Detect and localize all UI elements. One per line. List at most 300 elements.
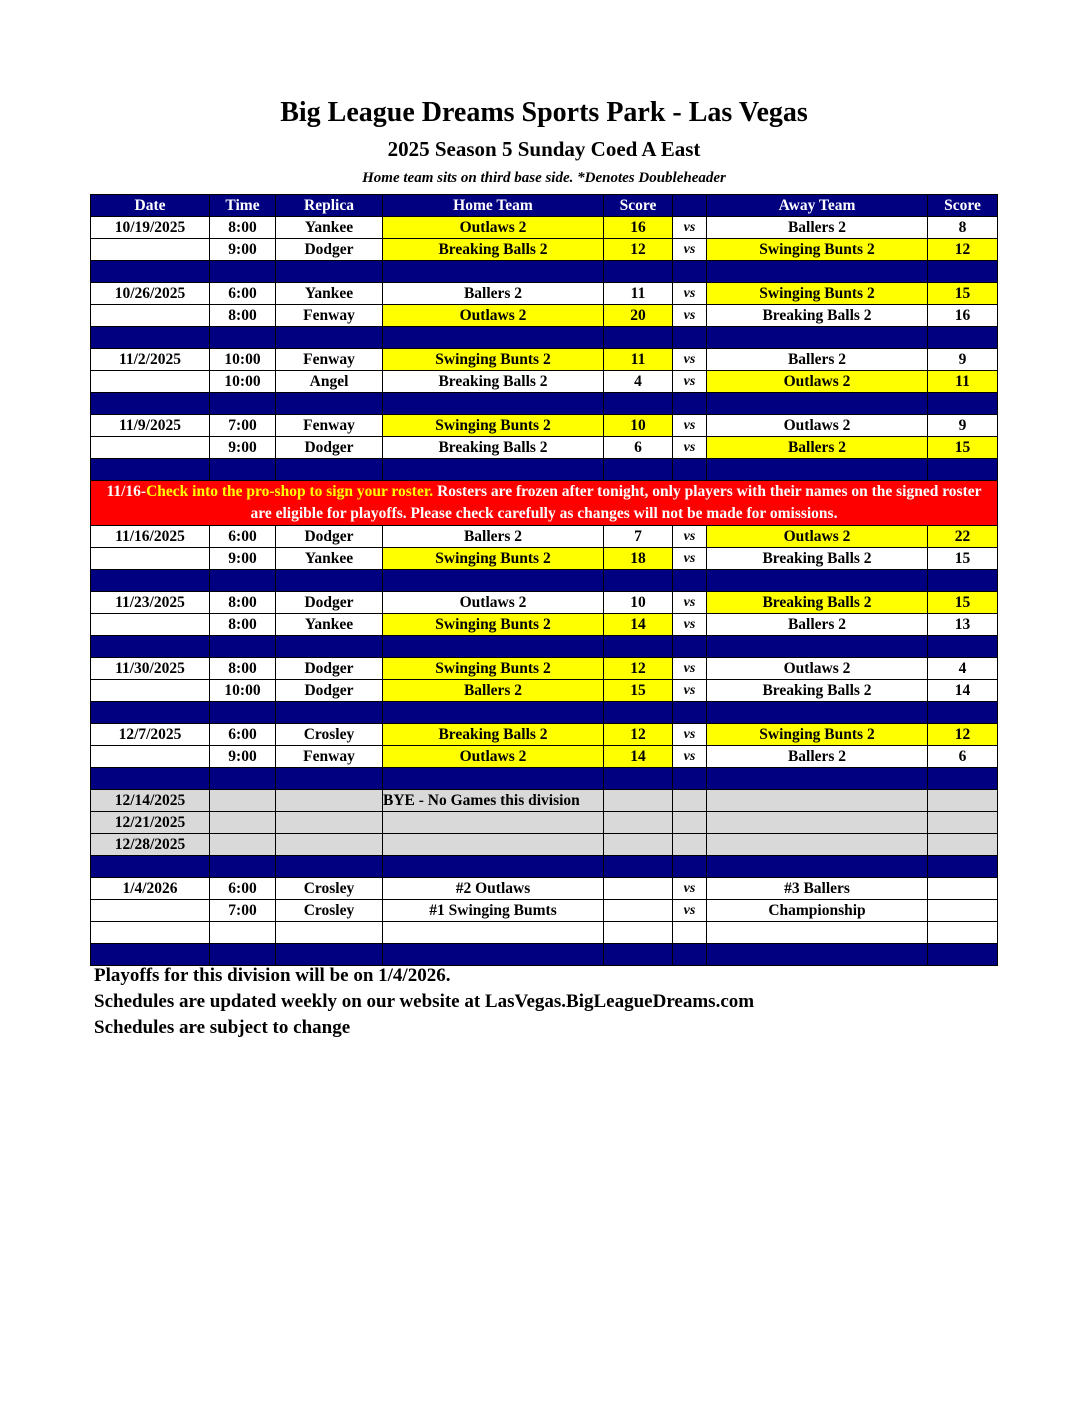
home-score: 11 xyxy=(604,283,673,305)
game-replica: Yankee xyxy=(276,283,383,305)
game-row xyxy=(91,592,998,614)
away-score xyxy=(928,834,998,856)
vs-label: vs xyxy=(673,878,707,900)
home-score: 12 xyxy=(604,658,673,680)
vs-label: vs xyxy=(673,239,707,261)
separator-cell xyxy=(604,570,673,592)
away-team: Swinging Bunts 2 xyxy=(707,239,928,261)
separator-cell xyxy=(91,393,210,415)
game-time: 8:00 xyxy=(210,614,276,636)
home-team: Swinging Bunts 2 xyxy=(383,548,604,570)
separator-cell xyxy=(210,570,276,592)
page-title: Big League Dreams Sports Park - Las Vegas xyxy=(280,97,808,128)
game-row xyxy=(91,371,998,393)
vs-label xyxy=(673,790,707,812)
separator-cell xyxy=(91,261,210,283)
game-time: 7:00 xyxy=(210,415,276,437)
separator-cell xyxy=(210,702,276,724)
separator-cell xyxy=(276,327,383,349)
separator-cell xyxy=(707,261,928,283)
game-time xyxy=(210,790,276,812)
vs-label: vs xyxy=(673,746,707,768)
home-score: 15 xyxy=(604,680,673,702)
game-time: 9:00 xyxy=(210,437,276,459)
game-time xyxy=(210,812,276,834)
game-date xyxy=(91,437,210,459)
vs-label: vs xyxy=(673,900,707,922)
empty-cell xyxy=(707,922,928,944)
game-date xyxy=(91,371,210,393)
separator-cell xyxy=(383,768,604,790)
separator-cell xyxy=(707,944,928,966)
home-score xyxy=(604,900,673,922)
game-date: 12/14/2025 xyxy=(91,790,210,812)
separator-cell xyxy=(276,636,383,658)
home-team: Outlaws 2 xyxy=(383,305,604,327)
table-header-row xyxy=(91,195,998,217)
game-row xyxy=(91,349,998,371)
roster-notice xyxy=(91,481,998,526)
home-score xyxy=(604,812,673,834)
away-team: Ballers 2 xyxy=(707,746,928,768)
game-date: 12/21/2025 xyxy=(91,812,210,834)
separator-cell xyxy=(928,393,998,415)
away-team xyxy=(707,834,928,856)
game-replica: Yankee xyxy=(276,614,383,636)
away-score xyxy=(928,812,998,834)
away-score xyxy=(928,790,998,812)
home-team: Swinging Bunts 2 xyxy=(383,658,604,680)
home-team: Breaking Balls 2 xyxy=(383,724,604,746)
away-team: Ballers 2 xyxy=(707,437,928,459)
separator-cell xyxy=(91,702,210,724)
header-away-score: Score xyxy=(928,195,998,217)
separator-cell xyxy=(707,636,928,658)
game-date xyxy=(91,548,210,570)
away-score: 22 xyxy=(928,526,998,548)
home-team: Outlaws 2 xyxy=(383,592,604,614)
home-team: Outlaws 2 xyxy=(383,217,604,239)
separator-cell xyxy=(91,459,210,481)
home-team: Breaking Balls 2 xyxy=(383,371,604,393)
game-replica: Crosley xyxy=(276,724,383,746)
home-team: Breaking Balls 2 xyxy=(383,239,604,261)
separator-cell xyxy=(604,261,673,283)
separator-cell xyxy=(604,944,673,966)
separator-cell xyxy=(91,570,210,592)
away-score: 9 xyxy=(928,415,998,437)
separator-cell xyxy=(383,944,604,966)
game-replica xyxy=(276,812,383,834)
game-replica: Crosley xyxy=(276,900,383,922)
game-date xyxy=(91,900,210,922)
game-time: 9:00 xyxy=(210,548,276,570)
separator-cell xyxy=(673,636,707,658)
separator-cell xyxy=(707,702,928,724)
game-replica: Dodger xyxy=(276,437,383,459)
vs-label xyxy=(673,812,707,834)
separator-cell xyxy=(604,768,673,790)
game-replica: Angel xyxy=(276,371,383,393)
away-team: Ballers 2 xyxy=(707,217,928,239)
week-separator-row xyxy=(91,636,998,658)
home-team: #1 Swinging Bumts xyxy=(383,900,604,922)
away-team: Ballers 2 xyxy=(707,614,928,636)
game-replica: Dodger xyxy=(276,680,383,702)
away-score: 11 xyxy=(928,371,998,393)
separator-cell xyxy=(928,702,998,724)
home-score: 20 xyxy=(604,305,673,327)
empty-cell xyxy=(928,922,998,944)
week-separator-row xyxy=(91,702,998,724)
away-team: Breaking Balls 2 xyxy=(707,680,928,702)
footer-website-note: Schedules are updated weekly on our website at LasVegas.BigLeagueDreams.com xyxy=(94,991,755,1012)
footer-change-note: Schedules are subject to change xyxy=(94,1017,351,1038)
separator-cell xyxy=(928,459,998,481)
game-date xyxy=(91,614,210,636)
away-score: 15 xyxy=(928,283,998,305)
away-score: 8 xyxy=(928,217,998,239)
separator-cell xyxy=(210,636,276,658)
away-score: 15 xyxy=(928,592,998,614)
away-team: Breaking Balls 2 xyxy=(707,305,928,327)
game-time: 6:00 xyxy=(210,526,276,548)
separator-cell xyxy=(276,570,383,592)
home-score: 12 xyxy=(604,239,673,261)
separator-cell xyxy=(383,856,604,878)
separator-cell xyxy=(604,636,673,658)
game-row xyxy=(91,415,998,437)
game-time: 8:00 xyxy=(210,592,276,614)
game-row xyxy=(91,680,998,702)
bye-row xyxy=(91,790,998,812)
separator-cell xyxy=(928,327,998,349)
separator-cell xyxy=(928,261,998,283)
game-row xyxy=(91,614,998,636)
home-score: 12 xyxy=(604,724,673,746)
away-score: 14 xyxy=(928,680,998,702)
game-replica: Fenway xyxy=(276,746,383,768)
game-time: 10:00 xyxy=(210,680,276,702)
away-team: Swinging Bunts 2 xyxy=(707,283,928,305)
empty-cell xyxy=(276,922,383,944)
game-time: 8:00 xyxy=(210,217,276,239)
game-row xyxy=(91,283,998,305)
separator-cell xyxy=(673,327,707,349)
away-team: Championship xyxy=(707,900,928,922)
game-time: 6:00 xyxy=(210,724,276,746)
game-row xyxy=(91,878,998,900)
home-score: 16 xyxy=(604,217,673,239)
away-team xyxy=(707,790,928,812)
game-row xyxy=(91,217,998,239)
home-team: #2 Outlaws xyxy=(383,878,604,900)
separator-cell xyxy=(276,702,383,724)
empty-cell xyxy=(604,922,673,944)
week-separator-row xyxy=(91,459,998,481)
header-home-team: Home Team xyxy=(383,195,604,217)
away-team: Outlaws 2 xyxy=(707,526,928,548)
game-replica: Fenway xyxy=(276,349,383,371)
home-score: 6 xyxy=(604,437,673,459)
home-score xyxy=(604,790,673,812)
vs-label: vs xyxy=(673,305,707,327)
away-team: Outlaws 2 xyxy=(707,415,928,437)
home-team: Outlaws 2 xyxy=(383,746,604,768)
home-team: Breaking Balls 2 xyxy=(383,437,604,459)
separator-cell xyxy=(707,856,928,878)
separator-cell xyxy=(673,459,707,481)
separator-cell xyxy=(91,327,210,349)
vs-label: vs xyxy=(673,592,707,614)
empty-cell xyxy=(383,922,604,944)
bye-label xyxy=(383,834,604,856)
game-date: 11/2/2025 xyxy=(91,349,210,371)
separator-cell xyxy=(276,393,383,415)
away-score: 12 xyxy=(928,724,998,746)
notice-highlight: Check into the pro-shop to sign your roster. xyxy=(146,483,434,500)
game-time xyxy=(210,834,276,856)
vs-label: vs xyxy=(673,614,707,636)
game-replica: Dodger xyxy=(276,239,383,261)
separator-cell xyxy=(673,768,707,790)
home-score: 10 xyxy=(604,415,673,437)
game-date: 11/16/2025 xyxy=(91,526,210,548)
week-separator-row xyxy=(91,393,998,415)
header-home-score: Score xyxy=(604,195,673,217)
separator-cell xyxy=(383,261,604,283)
game-date: 11/9/2025 xyxy=(91,415,210,437)
separator-cell xyxy=(210,261,276,283)
home-team: Swinging Bunts 2 xyxy=(383,415,604,437)
empty-row xyxy=(91,922,998,944)
home-score xyxy=(604,878,673,900)
away-score: 13 xyxy=(928,614,998,636)
header-away-team: Away Team xyxy=(707,195,928,217)
separator-cell xyxy=(210,768,276,790)
away-team: Outlaws 2 xyxy=(707,658,928,680)
game-row xyxy=(91,305,998,327)
separator-cell xyxy=(383,393,604,415)
separator-cell xyxy=(673,944,707,966)
vs-label: vs xyxy=(673,724,707,746)
game-row xyxy=(91,724,998,746)
separator-cell xyxy=(210,856,276,878)
separator-cell xyxy=(707,327,928,349)
game-time: 6:00 xyxy=(210,283,276,305)
notice-text: Rosters are frozen after tonight, only players with their names on the signed roster are eligible for playoffs. Please check carefully as changes will not be made for omissions. xyxy=(250,483,982,522)
game-time: 10:00 xyxy=(210,371,276,393)
separator-cell xyxy=(210,459,276,481)
empty-cell xyxy=(91,922,210,944)
vs-label: vs xyxy=(673,349,707,371)
game-replica: Crosley xyxy=(276,878,383,900)
bye-row xyxy=(91,812,998,834)
away-score: 9 xyxy=(928,349,998,371)
game-time: 8:00 xyxy=(210,658,276,680)
game-date: 11/30/2025 xyxy=(91,658,210,680)
bye-label xyxy=(383,812,604,834)
away-score xyxy=(928,900,998,922)
game-date: 10/26/2025 xyxy=(91,283,210,305)
vs-label: vs xyxy=(673,415,707,437)
home-team: Ballers 2 xyxy=(383,526,604,548)
game-replica: Dodger xyxy=(276,526,383,548)
home-team: Swinging Bunts 2 xyxy=(383,349,604,371)
home-team: Ballers 2 xyxy=(383,680,604,702)
week-separator-row xyxy=(91,768,998,790)
game-row xyxy=(91,437,998,459)
week-separator-row xyxy=(91,944,998,966)
game-row xyxy=(91,548,998,570)
week-separator-row xyxy=(91,261,998,283)
separator-cell xyxy=(707,393,928,415)
game-row xyxy=(91,526,998,548)
separator-cell xyxy=(673,856,707,878)
home-team: Swinging Bunts 2 xyxy=(383,614,604,636)
vs-label: vs xyxy=(673,217,707,239)
game-replica: Fenway xyxy=(276,415,383,437)
schedule-body xyxy=(91,217,998,966)
header-replica: Replica xyxy=(276,195,383,217)
game-row xyxy=(91,746,998,768)
home-score: 10 xyxy=(604,592,673,614)
away-score: 15 xyxy=(928,548,998,570)
footer-playoffs-note: Playoffs for this division will be on 1/4/2026. xyxy=(94,965,451,986)
separator-cell xyxy=(210,327,276,349)
vs-label: vs xyxy=(673,437,707,459)
season-subtitle: 2025 Season 5 Sunday Coed A East xyxy=(387,137,701,161)
separator-cell xyxy=(276,944,383,966)
separator-cell xyxy=(91,636,210,658)
separator-cell xyxy=(928,636,998,658)
separator-cell xyxy=(673,702,707,724)
vs-label: vs xyxy=(673,680,707,702)
separator-cell xyxy=(604,459,673,481)
away-score xyxy=(928,878,998,900)
game-row xyxy=(91,239,998,261)
away-team: Swinging Bunts 2 xyxy=(707,724,928,746)
separator-cell xyxy=(91,768,210,790)
game-date xyxy=(91,680,210,702)
away-score: 12 xyxy=(928,239,998,261)
empty-cell xyxy=(673,922,707,944)
game-date: 1/4/2026 xyxy=(91,878,210,900)
home-score: 14 xyxy=(604,746,673,768)
notice-date: 11/16- xyxy=(106,483,147,500)
header-date: Date xyxy=(91,195,210,217)
away-team: #3 Ballers xyxy=(707,878,928,900)
game-time: 6:00 xyxy=(210,878,276,900)
separator-cell xyxy=(928,944,998,966)
separator-cell xyxy=(383,636,604,658)
game-date: 10/19/2025 xyxy=(91,217,210,239)
week-separator-row xyxy=(91,570,998,592)
game-replica: Fenway xyxy=(276,305,383,327)
separator-cell xyxy=(707,459,928,481)
away-score: 4 xyxy=(928,658,998,680)
separator-cell xyxy=(276,459,383,481)
separator-cell xyxy=(707,768,928,790)
game-date: 12/7/2025 xyxy=(91,724,210,746)
vs-label xyxy=(673,834,707,856)
schedule-table xyxy=(90,194,998,966)
game-row xyxy=(91,658,998,680)
away-team: Breaking Balls 2 xyxy=(707,592,928,614)
separator-cell xyxy=(673,393,707,415)
week-separator-row xyxy=(91,327,998,349)
empty-cell xyxy=(210,922,276,944)
bye-row xyxy=(91,834,998,856)
separator-cell xyxy=(383,327,604,349)
separator-cell xyxy=(276,261,383,283)
away-score: 16 xyxy=(928,305,998,327)
away-team: Breaking Balls 2 xyxy=(707,548,928,570)
home-score: 18 xyxy=(604,548,673,570)
away-team: Outlaws 2 xyxy=(707,371,928,393)
away-score: 15 xyxy=(928,437,998,459)
game-replica xyxy=(276,834,383,856)
separator-cell xyxy=(604,856,673,878)
separator-cell xyxy=(673,261,707,283)
schedule-note: Home team sits on third base side. *Denotes Doubleheader xyxy=(362,170,726,186)
home-score xyxy=(604,834,673,856)
separator-cell xyxy=(928,768,998,790)
away-team: Ballers 2 xyxy=(707,349,928,371)
game-date xyxy=(91,305,210,327)
home-score: 14 xyxy=(604,614,673,636)
separator-cell xyxy=(91,944,210,966)
game-date xyxy=(91,746,210,768)
game-replica: Yankee xyxy=(276,548,383,570)
separator-cell xyxy=(383,459,604,481)
away-team xyxy=(707,812,928,834)
vs-label: vs xyxy=(673,283,707,305)
separator-cell xyxy=(604,393,673,415)
game-time: 9:00 xyxy=(210,746,276,768)
away-score: 6 xyxy=(928,746,998,768)
home-score: 11 xyxy=(604,349,673,371)
game-time: 10:00 xyxy=(210,349,276,371)
vs-label: vs xyxy=(673,371,707,393)
separator-cell xyxy=(928,570,998,592)
game-replica: Dodger xyxy=(276,592,383,614)
separator-cell xyxy=(210,944,276,966)
game-time: 8:00 xyxy=(210,305,276,327)
roster-notice-row xyxy=(91,481,998,526)
separator-cell xyxy=(604,327,673,349)
separator-cell xyxy=(276,856,383,878)
game-replica xyxy=(276,790,383,812)
game-date xyxy=(91,239,210,261)
separator-cell xyxy=(210,393,276,415)
separator-cell xyxy=(928,856,998,878)
separator-cell xyxy=(673,570,707,592)
vs-label: vs xyxy=(673,658,707,680)
header-vs xyxy=(673,195,707,217)
game-time: 7:00 xyxy=(210,900,276,922)
home-score: 4 xyxy=(604,371,673,393)
bye-label: BYE - No Games this division xyxy=(383,790,604,812)
home-team: Ballers 2 xyxy=(383,283,604,305)
game-replica: Dodger xyxy=(276,658,383,680)
separator-cell xyxy=(383,570,604,592)
header-time: Time xyxy=(210,195,276,217)
separator-cell xyxy=(276,768,383,790)
separator-cell xyxy=(91,856,210,878)
separator-cell xyxy=(604,702,673,724)
separator-cell xyxy=(383,702,604,724)
